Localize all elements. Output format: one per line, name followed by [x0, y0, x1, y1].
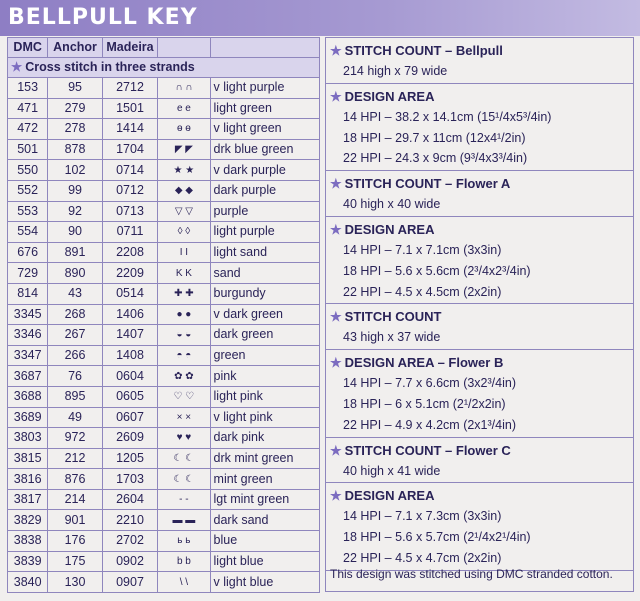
info-block-line: 40 high x 41 wide: [343, 463, 441, 478]
color-name-cell: drk mint green: [210, 448, 319, 469]
column-header-madeira: Madeira: [102, 38, 158, 58]
madeira-cell: 2702: [102, 531, 158, 552]
madeira-cell: 2208: [102, 242, 158, 263]
color-name-cell: light purple: [210, 222, 319, 243]
color-name-cell: light pink: [210, 386, 319, 407]
table-row: [8, 119, 320, 140]
color-name-cell: green: [210, 345, 319, 366]
anchor-cell: 49: [48, 407, 102, 428]
dmc-cell: 3815: [8, 448, 48, 469]
info-block-heading-text: DESIGN AREA – Flower B: [344, 355, 504, 371]
madeira-cell: 1704: [102, 139, 158, 160]
color-name-cell: blue: [210, 531, 319, 552]
color-name-cell: v light green: [210, 119, 319, 140]
table-row: [8, 531, 320, 552]
color-name-cell: dark sand: [210, 510, 319, 531]
color-name-cell: mint green: [210, 469, 319, 490]
anchor-cell: 92: [48, 201, 102, 222]
info-block-line: 18 HPI – 29.7 x 11cm (12x4¹/2in): [343, 130, 526, 145]
column-header-anchor: Anchor: [48, 38, 102, 58]
info-block-line: 18 HPI – 5.6 x 5.6cm (2³/4x2³/4in): [343, 263, 531, 278]
star-icon: ★: [330, 355, 342, 371]
info-block-line: 22 HPI – 24.3 x 9cm (9³/4x3³/4in): [343, 151, 528, 166]
dmc-cell: 3840: [8, 572, 48, 593]
symbol-cell: ◒ ◒: [158, 325, 210, 346]
star-icon: ★: [330, 221, 342, 237]
stitch-info-blocks: [326, 38, 633, 571]
symbol-cell: ◊ ◊: [158, 222, 210, 243]
info-block-heading: [326, 86, 633, 107]
info-block: [326, 217, 633, 304]
madeira-cell: 2209: [102, 263, 158, 284]
info-block: [326, 171, 633, 217]
anchor-cell: 279: [48, 98, 102, 119]
anchor-cell: 175: [48, 551, 102, 572]
table-header-row: [8, 38, 320, 58]
info-block-heading: [326, 219, 633, 240]
anchor-cell: 76: [48, 366, 102, 387]
info-block-heading: [326, 40, 633, 61]
title-banner: [0, 0, 640, 36]
dmc-cell: 814: [8, 283, 48, 304]
color-name-cell: dark green: [210, 325, 319, 346]
madeira-cell: 1407: [102, 325, 158, 346]
madeira-cell: 0902: [102, 551, 158, 572]
madeira-cell: 1501: [102, 98, 158, 119]
table-row: [8, 98, 320, 119]
column-header-dmc: DMC: [8, 38, 48, 58]
info-block-line: 40 high x 40 wide: [343, 197, 441, 212]
table-row: [8, 551, 320, 572]
info-block: [326, 304, 633, 350]
info-block-heading-text: DESIGN AREA: [344, 488, 435, 504]
table-row: [8, 180, 320, 201]
madeira-cell: 0713: [102, 201, 158, 222]
madeira-cell: 2604: [102, 489, 158, 510]
note-text: Cross stitch in three strands: [25, 60, 195, 74]
color-name-cell: purple: [210, 201, 319, 222]
info-block-line: 22 HPI – 4.9 x 4.2cm (2x1³/4in): [343, 417, 516, 432]
table-row: [8, 139, 320, 160]
dmc-cell: 3817: [8, 489, 48, 510]
column-header-name: [210, 38, 319, 58]
anchor-cell: 176: [48, 531, 102, 552]
table-row: [8, 242, 320, 263]
table-row: [8, 407, 320, 428]
madeira-cell: 0514: [102, 283, 158, 304]
anchor-cell: 267: [48, 325, 102, 346]
symbol-cell: ◓ ◓: [158, 345, 210, 366]
dmc-cell: 3838: [8, 531, 48, 552]
info-block-heading: [326, 306, 633, 327]
info-block-heading-text: DESIGN AREA: [344, 221, 435, 237]
dmc-cell: 3829: [8, 510, 48, 531]
table-row: [8, 201, 320, 222]
color-name-cell: light green: [210, 98, 319, 119]
star-icon: ★: [330, 309, 342, 325]
table-row: [8, 469, 320, 490]
note-cell: [8, 58, 320, 78]
info-block-line: 22 HPI – 4.5 x 4.5cm (2x2in): [343, 284, 502, 299]
madeira-cell: 0605: [102, 386, 158, 407]
dmc-cell: 3346: [8, 325, 48, 346]
color-name-cell: v dark purple: [210, 160, 319, 181]
dmc-cell: 3345: [8, 304, 48, 325]
dmc-cell: 3687: [8, 366, 48, 387]
info-block-line: 14 HPI – 7.1 x 7.3cm (3x3in): [343, 509, 502, 524]
dmc-cell: 3689: [8, 407, 48, 428]
madeira-cell: 2609: [102, 428, 158, 449]
star-icon: ★: [330, 43, 342, 58]
symbol-cell: ◤ ◤: [158, 139, 210, 160]
symbol-cell: ★ ★: [158, 160, 210, 181]
dmc-cell: 3816: [8, 469, 48, 490]
table-row: [8, 263, 320, 284]
anchor-cell: 266: [48, 345, 102, 366]
color-name-cell: lgt mint green: [210, 489, 319, 510]
info-block-line: 22 HPI – 4.5 x 4.7cm (2x2in): [343, 550, 502, 565]
info-block-heading-text: STITCH COUNT – Flower A: [344, 176, 511, 192]
star-icon: ★: [330, 488, 342, 504]
info-block-line: 214 high x 79 wide: [343, 64, 448, 78]
symbol-cell: ɵ ɵ: [158, 119, 210, 140]
color-name-cell: v light pink: [210, 407, 319, 428]
anchor-cell: 95: [48, 78, 102, 99]
star-icon: ★: [330, 442, 342, 458]
symbol-cell: ☾ ☾: [158, 448, 210, 469]
info-block-heading: [326, 173, 633, 194]
table-row: [8, 325, 320, 346]
anchor-cell: 278: [48, 119, 102, 140]
symbol-cell: - -: [158, 489, 210, 510]
dmc-cell: 729: [8, 263, 48, 284]
anchor-cell: 268: [48, 304, 102, 325]
symbol-cell: ✚ ✚: [158, 283, 210, 304]
info-block-line: 43 high x 37 wide: [343, 330, 441, 345]
table-row: [8, 222, 320, 243]
anchor-cell: 130: [48, 572, 102, 593]
madeira-cell: 1703: [102, 469, 158, 490]
footer-note: This design was stitched using DMC stranded cotton.: [330, 567, 613, 581]
symbol-cell: \ \: [158, 572, 210, 593]
anchor-cell: 878: [48, 139, 102, 160]
symbol-cell: I I: [158, 242, 210, 263]
symbol-cell: ● ●: [158, 304, 210, 325]
symbol-cell: ☾ ☾: [158, 469, 210, 490]
table-row: [8, 386, 320, 407]
info-block-heading: [326, 352, 633, 373]
dmc-cell: 552: [8, 180, 48, 201]
symbol-cell: ∩ ∩: [158, 78, 210, 99]
madeira-cell: 2712: [102, 78, 158, 99]
dmc-cell: 553: [8, 201, 48, 222]
table-row: [8, 160, 320, 181]
color-name-cell: drk blue green: [210, 139, 319, 160]
table-row: [8, 428, 320, 449]
info-block-heading: [326, 485, 633, 506]
info-block: [326, 84, 633, 171]
info-block-heading-text: STITCH COUNT – Bellpull: [344, 43, 503, 58]
star-icon: ★: [330, 176, 342, 192]
symbol-cell: ♡ ♡: [158, 386, 210, 407]
symbol-cell: × ×: [158, 407, 210, 428]
table-row: [8, 510, 320, 531]
madeira-cell: 0714: [102, 160, 158, 181]
color-name-cell: dark purple: [210, 180, 319, 201]
table-row: [8, 448, 320, 469]
symbol-cell: ь ь: [158, 531, 210, 552]
table-row: [8, 572, 320, 593]
info-block-heading: [326, 440, 633, 461]
anchor-cell: 102: [48, 160, 102, 181]
anchor-cell: 876: [48, 469, 102, 490]
anchor-cell: 212: [48, 448, 102, 469]
color-name-cell: v light blue: [210, 572, 319, 593]
thread-key-body: [8, 38, 320, 593]
anchor-cell: 43: [48, 283, 102, 304]
dmc-cell: 472: [8, 119, 48, 140]
madeira-cell: 0712: [102, 180, 158, 201]
note-row: [8, 58, 320, 78]
symbol-cell: ◆ ◆: [158, 180, 210, 201]
madeira-cell: 0711: [102, 222, 158, 243]
madeira-cell: 0607: [102, 407, 158, 428]
color-name-cell: burgundy: [210, 283, 319, 304]
anchor-cell: 891: [48, 242, 102, 263]
table-row: [8, 366, 320, 387]
color-name-cell: sand: [210, 263, 319, 284]
anchor-cell: 895: [48, 386, 102, 407]
table-row: [8, 345, 320, 366]
color-name-cell: light sand: [210, 242, 319, 263]
color-name-cell: light blue: [210, 551, 319, 572]
info-block: [326, 438, 633, 484]
dmc-cell: 550: [8, 160, 48, 181]
symbol-cell: ▽ ▽: [158, 201, 210, 222]
column-header-symbol: [158, 38, 210, 58]
table-row: [8, 304, 320, 325]
symbol-cell: b b: [158, 551, 210, 572]
dmc-cell: 153: [8, 78, 48, 99]
info-block-heading-text: STITCH COUNT – Flower C: [344, 442, 511, 458]
dmc-cell: 3688: [8, 386, 48, 407]
anchor-cell: 99: [48, 180, 102, 201]
info-block-line: 14 HPI – 38.2 x 14.1cm (15¹/4x5³/4in): [343, 109, 552, 124]
symbol-cell: ✿ ✿: [158, 366, 210, 387]
dmc-cell: 471: [8, 98, 48, 119]
info-block-line: 14 HPI – 7.1 x 7.1cm (3x3in): [343, 242, 502, 257]
table-row: [8, 78, 320, 99]
table-row: [8, 489, 320, 510]
symbol-cell: ▬ ▬: [158, 510, 210, 531]
anchor-cell: 901: [48, 510, 102, 531]
madeira-cell: 2210: [102, 510, 158, 531]
star-icon: ★: [330, 88, 342, 104]
info-block-line: 18 HPI – 5.6 x 5.7cm (2¹/4x2¹/4in): [343, 530, 531, 545]
color-name-cell: v dark green: [210, 304, 319, 325]
info-block-line: 14 HPI – 7.7 x 6.6cm (3x2³/4in): [343, 376, 516, 391]
madeira-cell: 1414: [102, 119, 158, 140]
madeira-cell: 1205: [102, 448, 158, 469]
info-block-line: 18 HPI – 6 x 5.1cm (2¹/2x2in): [343, 396, 506, 411]
color-name-cell: dark pink: [210, 428, 319, 449]
info-block: [326, 350, 633, 437]
info-block-heading-text: STITCH COUNT: [344, 309, 442, 325]
info-block: [326, 483, 633, 570]
madeira-cell: 1406: [102, 304, 158, 325]
star-icon: ★: [11, 60, 23, 74]
anchor-cell: 90: [48, 222, 102, 243]
anchor-cell: 890: [48, 263, 102, 284]
info-block: [326, 38, 633, 84]
info-block-heading-text: DESIGN AREA: [344, 88, 435, 104]
symbol-cell: e e: [158, 98, 210, 119]
stitch-info-panel: [325, 37, 634, 592]
dmc-cell: 3803: [8, 428, 48, 449]
symbol-cell: K K: [158, 263, 210, 284]
anchor-cell: 214: [48, 489, 102, 510]
color-name-cell: pink: [210, 366, 319, 387]
table-row: [8, 283, 320, 304]
madeira-cell: 0604: [102, 366, 158, 387]
madeira-cell: 1408: [102, 345, 158, 366]
color-name-cell: v light purple: [210, 78, 319, 99]
dmc-cell: 554: [8, 222, 48, 243]
madeira-cell: 0907: [102, 572, 158, 593]
page-title: BELLPULL KEY: [8, 5, 198, 30]
anchor-cell: 972: [48, 428, 102, 449]
dmc-cell: 676: [8, 242, 48, 263]
thread-key-table: [7, 37, 320, 593]
dmc-cell: 3839: [8, 551, 48, 572]
symbol-cell: ♥ ♥: [158, 428, 210, 449]
dmc-cell: 501: [8, 139, 48, 160]
dmc-cell: 3347: [8, 345, 48, 366]
